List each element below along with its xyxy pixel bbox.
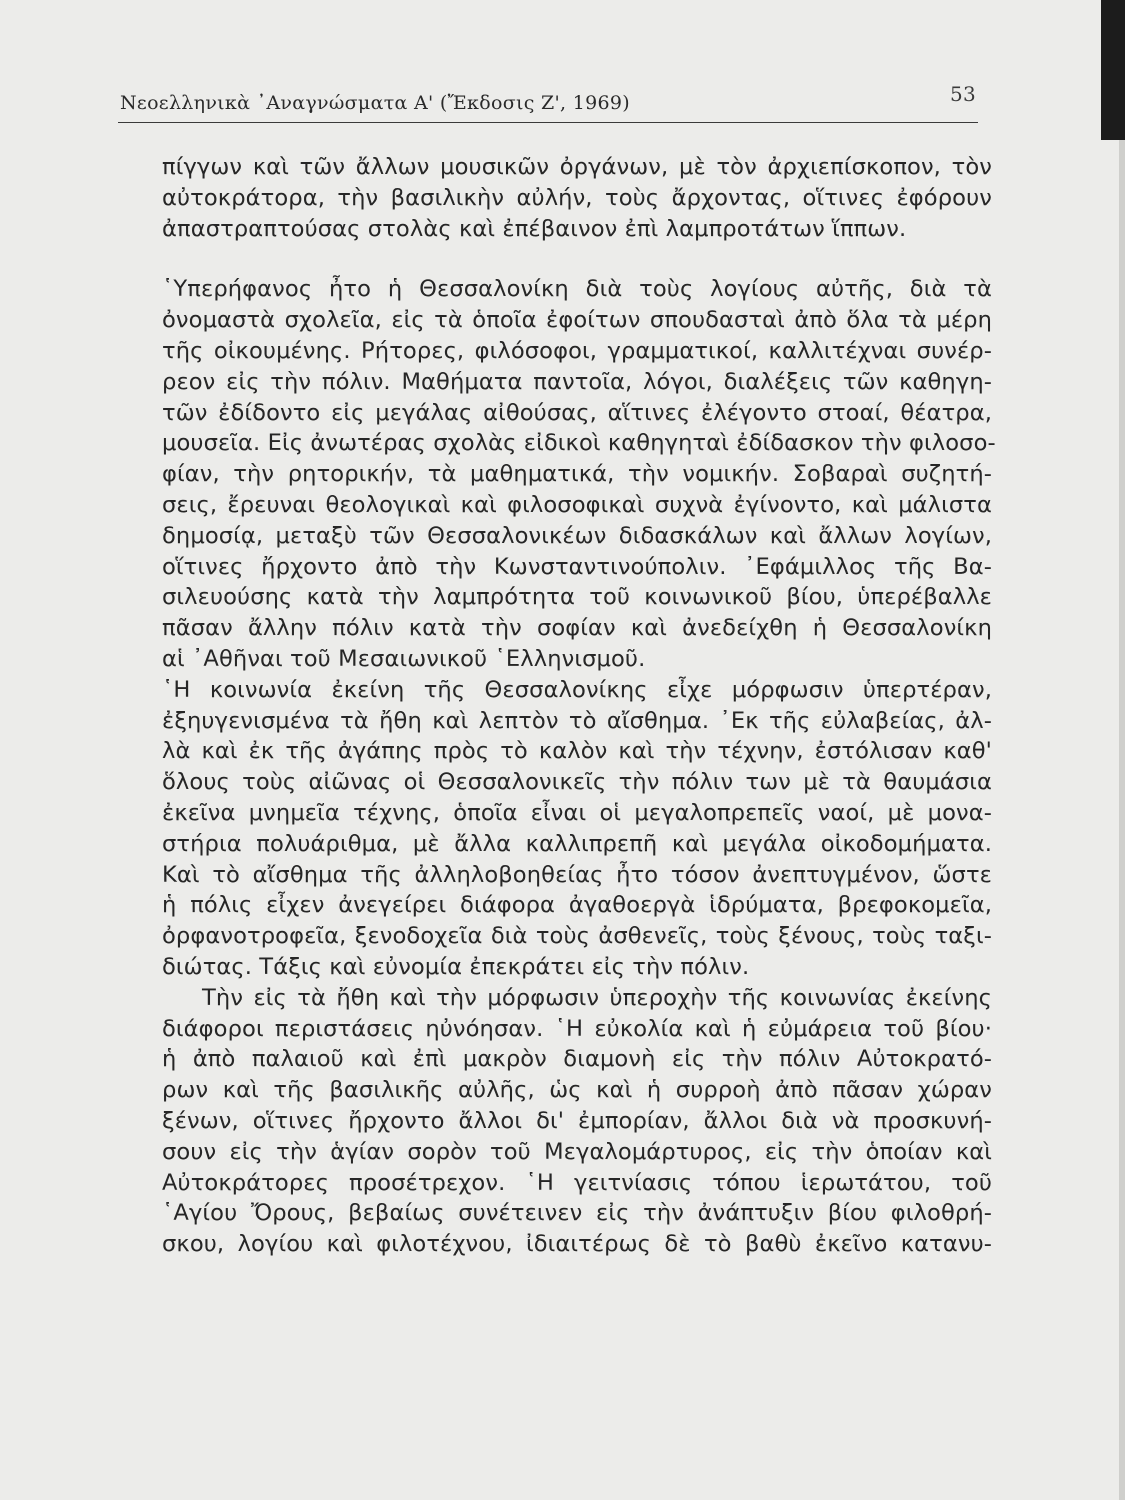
scan-border-light: [1119, 140, 1125, 1500]
running-head: [120, 82, 976, 118]
text-line: πίγγων καὶ τῶν ἄλλων μουσικῶν ὀργάνων, μὲ τὸν ἀρχιεπίσκοπον, τὸν: [162, 154, 992, 180]
text-line: στήρια πολυάριθμα, μὲ ἄλλα καλλιπρεπῆ καὶ μεγάλα οἰκοδομήματα.: [162, 830, 992, 857]
paragraph-4: [162, 983, 992, 1260]
text-line: ὀρφανοτροφεῖα, ξενοδοχεῖα διὰ τοὺς ἀσθενεῖς, τοὺς ξένους, τοὺς ταξι-: [162, 923, 992, 950]
scan-border-dark: [1101, 0, 1125, 140]
text-line: αἱ ᾿Αθῆναι τοῦ Μεσαιωνικοῦ ῾Ελληνισμοῦ.: [162, 645, 646, 672]
text-line: τῆς οἰκουμένης. Ρήτορες, φιλόσοφοι, γραμματικοί, καλλιτέχναι συνέρ-: [162, 337, 992, 364]
body-text: [162, 152, 996, 1260]
text-line: ἐκεῖνα μνημεῖα τέχνης, ὁποῖα εἶναι οἱ μεγαλοπρεπεῖς ναοί, μὲ μονα-: [162, 799, 992, 826]
paragraph-3: [162, 675, 992, 983]
text-line: ξένων, οἵτινες ἤρχοντο ἄλλοι δι' ἐμπορίαν, ἄλλοι διὰ νὰ προσκυνή-: [162, 1107, 992, 1134]
text-line: ὀνομαστὰ σχολεῖα, εἰς τὰ ὁποῖα ἐφοίτων σπουδασταὶ ἀπὸ ὅλα τὰ μέρη: [162, 307, 992, 334]
text-line: ἡ ἀπὸ παλαιοῦ καὶ ἐπὶ μακρὸν διαμονὴ εἰς τὴν πόλιν Αὐτοκρατό-: [162, 1046, 992, 1073]
text-line: ἡ πόλις εἶχεν ἀνεγείρει διάφορα ἀγαθοεργὰ ἱδρύματα, βρεφοκομεῖα,: [162, 892, 992, 919]
text-line: σιλευούσης κατὰ τὴν λαμπρότητα τοῦ κοινωνικοῦ βίου, ὑπερέβαλλε: [162, 584, 992, 611]
text-line: Αὐτοκράτορες προσέτρεχον. ῾Η γειτνίασις τόπου ἱερωτάτου, τοῦ: [162, 1169, 992, 1196]
text-line: ρων καὶ τῆς βασιλικῆς αὐλῆς, ὡς καὶ ἡ συρροὴ ἀπὸ πᾶσαν χώραν: [162, 1077, 992, 1104]
paragraph-1: [162, 152, 992, 244]
text-line: φίαν, τὴν ρητορικήν, τὰ μαθηματικά, τὴν νομικήν. Σοβαραὶ συζητή-: [162, 461, 992, 488]
text-line: ἀπαστραπτούσας στολὰς καὶ ἐπέβαινον ἐπὶ λαμπροτάτων ἵππων.: [162, 215, 907, 242]
text-line: οἵτινες ἤρχοντο ἀπὸ τὴν Κωνσταντινούπολιν. ᾿Εφάμιλλος τῆς Βα-: [162, 553, 992, 580]
text-line: τῶν ἐδίδοντο εἰς μεγάλας αἰθούσας, αἵτινες ἐλέγοντο στοαί, θέατρα,: [162, 399, 992, 426]
text-line: σκου, λογίου καὶ φιλοτέχνου, ἰδιαιτέρως δὲ τὸ βαθὺ ἐκεῖνο κατανυ-: [162, 1231, 992, 1258]
text-line: ὅλους τοὺς αἰῶνας οἱ Θεσσαλονικεῖς τὴν πόλιν των μὲ τὰ θαυμάσια: [162, 769, 992, 796]
text-line: ῾Υπερήφανος ἦτο ἡ Θεσσαλονίκη διὰ τοὺς λογίους αὐτῆς, διὰ τὰ: [162, 276, 992, 303]
page-number: 53: [949, 82, 976, 106]
paragraph-gap: [162, 244, 992, 274]
text-line: διώτας. Τάξις καὶ εὐνομία ἐπεκράτει εἰς τὴν πόλιν.: [162, 953, 750, 980]
running-head-title: Νεοελληνικὰ ᾿Αναγνώσματα Α' (Ἔκδοσις Ζ', 1969): [120, 92, 630, 114]
text-line: δημοσίᾳ, μεταξὺ τῶν Θεσσαλονικέων διδασκάλων καὶ ἄλλων λογίων,: [162, 522, 992, 549]
text-line: ῾Η κοινωνία ἐκείνη τῆς Θεσσαλονίκης εἶχε μόρφωσιν ὑπερτέραν,: [162, 676, 992, 703]
text-line: ἐξηυγενισμένα τὰ ἤθη καὶ λεπτὸν τὸ αἴσθημα. ᾿Εκ τῆς εὐλαβείας, ἀλ-: [162, 707, 992, 734]
text-line: αὐτοκράτορα, τὴν βασιλικὴν αὐλήν, τοὺς ἄρχοντας, οἵτινες ἐφόρουν: [162, 184, 992, 211]
text-line: μουσεῖα. Εἰς ἀνωτέρας σχολὰς εἰδικοὶ καθηγηταὶ ἐδίδασκον τὴν φιλοσο-: [162, 430, 996, 457]
text-line: σεις, ἔρευναι θεολογικαὶ καὶ φιλοσοφικαὶ συχνὰ ἐγίνοντο, καὶ μάλιστα: [162, 491, 992, 518]
text-line: σουν εἰς τὴν ἁγίαν σορὸν τοῦ Μεγαλομάρτυρος, εἰς τὴν ὁποίαν καὶ: [162, 1138, 992, 1165]
paragraph-2: [162, 274, 996, 674]
text-line: λὰ καὶ ἐκ τῆς ἀγάπης πρὸς τὸ καλὸν καὶ τὴν τέχνην, ἐστόλισαν καθ': [162, 738, 992, 765]
text-line: διάφοροι περιστάσεις ηὐνόησαν. ῾Η εὐκολία καὶ ἡ εὐμάρεια τοῦ βίου·: [162, 1015, 992, 1042]
header-rule: [118, 122, 978, 123]
text-line: Καὶ τὸ αἴσθημα τῆς ἀλληλοβοηθείας ἦτο τόσον ἀνεπτυγμένον, ὥστε: [162, 861, 992, 888]
text-line: Τὴν εἰς τὰ ἤθη καὶ τὴν μόρφωσιν ὑπεροχὴν τῆς κοινωνίας ἐκείνης: [202, 984, 992, 1011]
text-line: ῾Αγίου Ὄρους, βεβαίως συνέτεινεν εἰς τὴν ἀνάπτυξιν βίου φιλοθρή-: [162, 1200, 992, 1227]
text-line: ρεον εἰς τὴν πόλιν. Μαθήματα παντοῖα, λόγοι, διαλέξεις τῶν καθηγη-: [162, 368, 992, 395]
text-line: πᾶσαν ἄλλην πόλιν κατὰ τὴν σοφίαν καὶ ἀνεδείχθη ἡ Θεσσαλονίκη: [162, 615, 992, 642]
